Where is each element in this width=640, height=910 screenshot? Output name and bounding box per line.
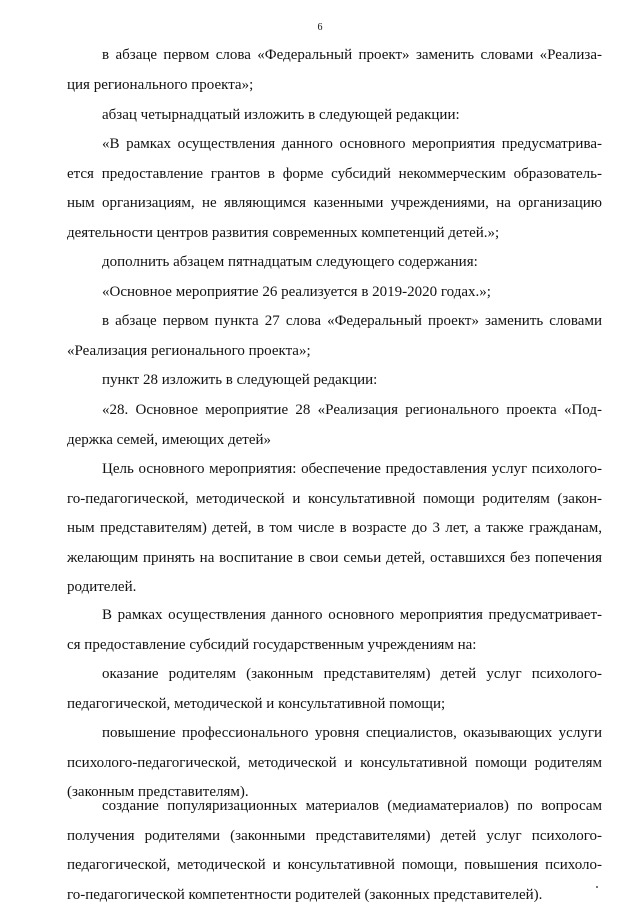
text-line: желающим принять на воспитание в свои семьи детей, оставшихся без попечения xyxy=(67,544,602,574)
page-number: 6 xyxy=(0,22,640,33)
amendment-paragraph-4 xyxy=(67,307,602,366)
text-line: в абзаце первом пункта 27 слова «Федеральный проект» заменить словами xyxy=(67,307,602,337)
text-line: ным представителям) детей, в том числе в возрасте до 3 лет, а также гражданам, xyxy=(67,514,602,544)
text-line: ется предоставление грантов в форме субсидий некоммерческим образователь- xyxy=(67,160,602,190)
amendment-paragraph-3 xyxy=(67,248,602,307)
text-line: ция регионального проекта»; xyxy=(67,71,602,101)
text-line: оказание родителям (законным представителям) детей услуг психолого- xyxy=(67,660,602,690)
text-line: В рамках осуществления данного основного мероприятия предусматривает- xyxy=(67,601,602,631)
text-line: ся предоставление субсидий государственным учреждениям на: xyxy=(67,631,602,661)
text-line: в абзаце первом слова «Федеральный проект» заменить словами «Реализа- xyxy=(67,41,602,71)
text-line: абзац четырнадцатый изложить в следующей редакции: xyxy=(67,101,602,131)
text-line: го-педагогической, методической и консультативной помощи родителям (закон- xyxy=(67,485,602,515)
text-line: педагогической, методической и консультативной помощи, повышения психоло- xyxy=(67,851,602,881)
text-line: го-педагогической компетентности родителей (законных представителей). xyxy=(67,881,602,910)
subsidy-item-3 xyxy=(67,792,602,910)
text-line: ным организациям, не являющимся казенными учреждениями, на организацию xyxy=(67,189,602,219)
text-line: «В рамках осуществления данного основного мероприятия предусматрива- xyxy=(67,130,602,160)
text-line: создание популяризационных материалов (медиаматериалов) по вопросам xyxy=(67,792,602,822)
text-line: Цель основного мероприятия: обеспечение предоставления услуг психолого- xyxy=(67,455,602,485)
text-line: педагогической, методической и консультативной помощи; xyxy=(67,690,602,720)
subsidy-item-1 xyxy=(67,660,602,719)
text-line: деятельности центров развития современных компетенций детей.»; xyxy=(67,219,602,249)
text-line: повышение профессионального уровня специалистов, оказывающих услуги xyxy=(67,719,602,749)
text-line: дополнить абзацем пятнадцатым следующего содержания: xyxy=(67,248,602,278)
amendment-paragraph-5 xyxy=(67,366,602,396)
quoted-paragraph-1 xyxy=(67,130,602,248)
goal-paragraph xyxy=(67,455,602,603)
subsidies-paragraph xyxy=(67,601,602,660)
text-line: «28. Основное мероприятие 28 «Реализация регионального проекта «Под- xyxy=(67,396,602,426)
text-line: психолого-педагогической, методической и консультативной помощи родителям xyxy=(67,749,602,779)
quoted-point-28 xyxy=(67,396,602,455)
text-line: родителей. xyxy=(67,573,602,603)
amendment-paragraph-2 xyxy=(67,101,602,131)
scan-speck xyxy=(596,886,598,888)
amendment-paragraph-1 xyxy=(67,41,602,100)
text-line: (законным представителям). xyxy=(67,778,602,808)
text-line: держка семей, имеющих детей» xyxy=(67,426,602,456)
text-line: пункт 28 изложить в следующей редакции: xyxy=(67,366,602,396)
text-line: «Основное мероприятие 26 реализуется в 2019-2020 годах.»; xyxy=(67,278,602,308)
text-line: получения родителями (законными представителями) детей услуг психолого- xyxy=(67,822,602,852)
text-line: «Реализация регионального проекта»; xyxy=(67,337,602,367)
